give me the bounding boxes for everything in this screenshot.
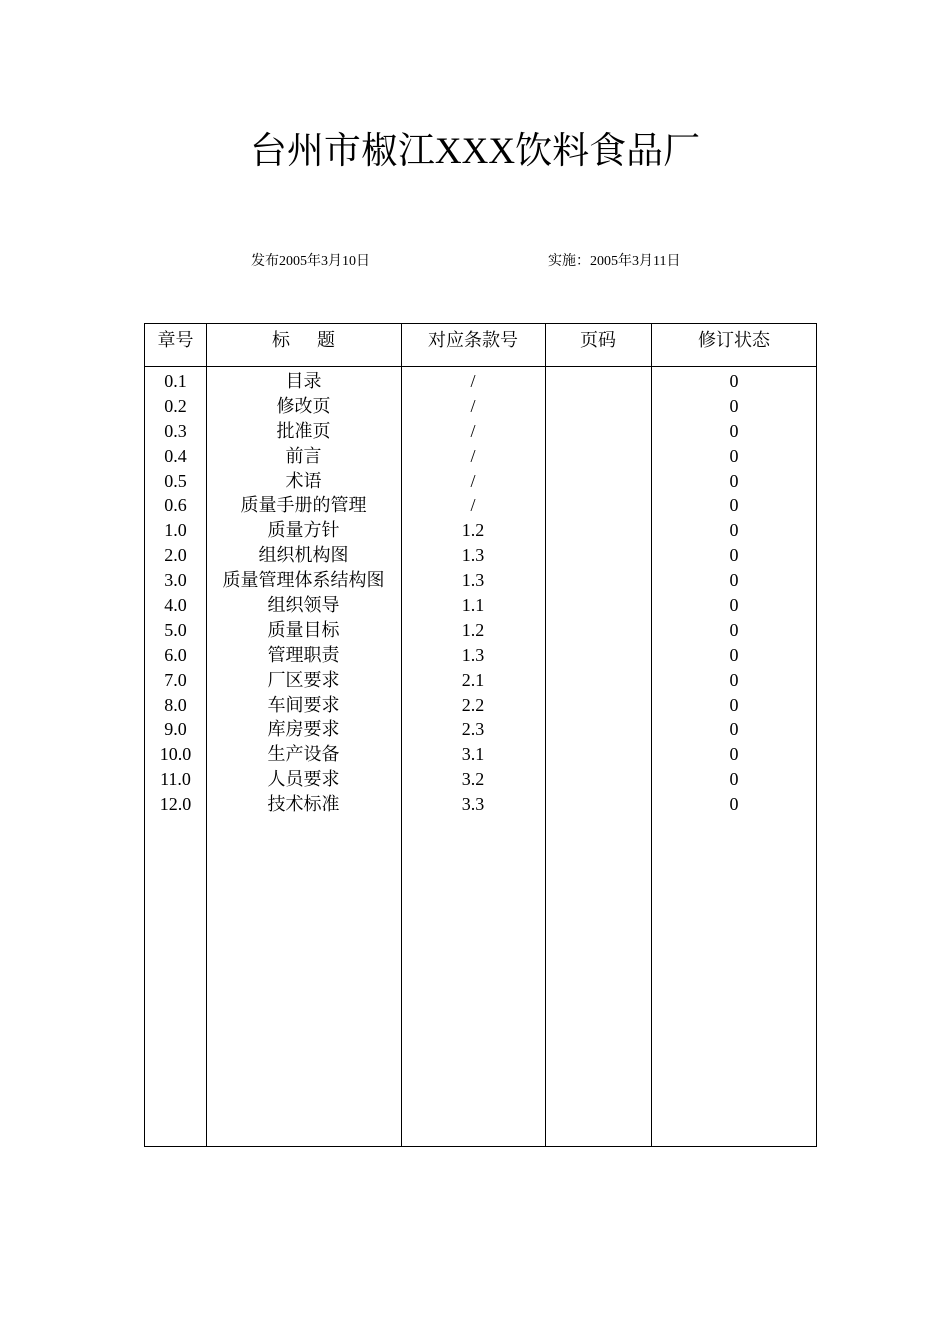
chapter-title: 管理职责 xyxy=(267,644,340,665)
table-row xyxy=(145,742,816,767)
revision-status: 0 xyxy=(729,420,739,441)
chapter-title: 批准页 xyxy=(276,420,331,441)
page-number xyxy=(545,419,651,444)
chapter-number: 11.0 xyxy=(160,769,191,790)
chapter-title: 质量管理体系结构图 xyxy=(222,570,385,591)
revision-status: 0 xyxy=(729,495,739,516)
header-title: 标 题 xyxy=(272,330,335,350)
chapter-number: 12.0 xyxy=(159,794,192,815)
revision-status: 0 xyxy=(729,769,739,790)
chapter-title: 组织领导 xyxy=(267,595,340,616)
chapter-title: 车间要求 xyxy=(267,694,340,715)
revision-status: 0 xyxy=(729,395,739,416)
chapter-number: 5.0 xyxy=(164,619,187,640)
page-number xyxy=(545,593,651,618)
chapter-number: 9.0 xyxy=(164,719,187,740)
table-row xyxy=(145,643,816,668)
chapter-title: 组织机构图 xyxy=(258,545,349,566)
chapter-title: 质量手册的管理 xyxy=(240,495,367,516)
revision-status: 0 xyxy=(729,545,739,566)
chapter-number: 8.0 xyxy=(164,694,187,715)
page-number xyxy=(545,469,651,494)
revision-status: 0 xyxy=(729,595,739,616)
chapter-title: 人员要求 xyxy=(267,769,340,790)
table-row xyxy=(145,668,816,693)
page-number xyxy=(545,767,651,792)
revision-status: 0 xyxy=(729,619,739,640)
publish-date: 发布2005年3月10日 xyxy=(251,254,370,269)
clause-number: 1.3 xyxy=(461,545,485,566)
clause-number: 1.1 xyxy=(461,595,485,616)
page-number xyxy=(545,643,651,668)
clause-number: / xyxy=(470,420,476,441)
chapter-title: 质量目标 xyxy=(267,619,340,640)
chapter-number: 3.0 xyxy=(164,570,187,591)
clause-number: / xyxy=(470,495,476,516)
revision-status: 0 xyxy=(729,371,739,391)
chapter-title: 厂区要求 xyxy=(267,669,340,690)
clause-number: 2.1 xyxy=(461,669,485,690)
clause-number: 3.3 xyxy=(461,794,485,815)
page-number xyxy=(545,369,651,394)
header-divider xyxy=(145,366,816,367)
revision-status: 0 xyxy=(729,470,739,491)
chapter-number: 7.0 xyxy=(164,669,187,690)
chapter-number: 0.4 xyxy=(164,445,187,466)
clause-number: 3.1 xyxy=(461,744,485,765)
table-row xyxy=(145,593,816,618)
chapter-number: 0.5 xyxy=(164,470,187,491)
chapter-number: 2.0 xyxy=(164,545,187,566)
table-row xyxy=(145,693,816,718)
table-row xyxy=(145,444,816,469)
revision-status: 0 xyxy=(729,520,739,541)
revision-status: 0 xyxy=(729,744,739,765)
page-number xyxy=(545,394,651,419)
clause-number: 3.2 xyxy=(461,769,485,790)
revision-status: 0 xyxy=(729,570,739,591)
page-number xyxy=(545,568,651,593)
clause-number: 2.3 xyxy=(461,719,485,740)
clause-number: / xyxy=(470,371,476,391)
table-row xyxy=(145,493,816,518)
page-number xyxy=(545,717,651,742)
table-row xyxy=(145,419,816,444)
chapter-number: 10.0 xyxy=(159,744,192,765)
chapter-number: 0.3 xyxy=(164,420,187,441)
page-number xyxy=(545,792,651,817)
page-number xyxy=(545,742,651,767)
chapter-number: 4.0 xyxy=(164,595,187,616)
table-row xyxy=(145,469,816,494)
table-row xyxy=(145,618,816,643)
clause-number: / xyxy=(470,445,476,466)
page-number xyxy=(545,618,651,643)
clause-number: / xyxy=(470,395,476,416)
chapter-number: 0.6 xyxy=(164,495,187,516)
document-title: 台州市椒江XXX饮料食品厂 xyxy=(249,131,701,172)
revision-status: 0 xyxy=(729,644,739,665)
table-row xyxy=(145,717,816,742)
page-number xyxy=(545,693,651,718)
chapter-title: 目录 xyxy=(285,371,322,391)
table-body xyxy=(145,369,816,817)
chapter-title: 术语 xyxy=(285,470,322,491)
chapter-title: 前言 xyxy=(285,445,322,466)
table-row xyxy=(145,518,816,543)
chapter-number: 6.0 xyxy=(164,644,187,665)
table-row xyxy=(145,369,816,394)
revision-status: 0 xyxy=(729,445,739,466)
chapter-number: 1.0 xyxy=(164,520,187,541)
clause-number: 2.2 xyxy=(461,694,485,715)
chapter-title: 库房要求 xyxy=(267,719,340,740)
implement-date: 实施：2005年3月11日 xyxy=(548,254,681,269)
clause-number: 1.2 xyxy=(461,520,485,541)
header-clause: 对应条款号 xyxy=(428,330,518,350)
chapter-title: 质量方针 xyxy=(267,520,340,541)
clause-number: 1.3 xyxy=(461,644,485,665)
page-number xyxy=(545,668,651,693)
chapter-title: 技术标准 xyxy=(267,794,340,815)
table-row xyxy=(145,792,816,817)
page-number xyxy=(545,518,651,543)
clause-number: / xyxy=(470,470,476,491)
chapter-title: 修改页 xyxy=(276,395,331,416)
contents-table xyxy=(144,323,817,1147)
clause-number: 1.3 xyxy=(461,570,485,591)
table-row xyxy=(145,394,816,419)
header-revision: 修订状态 xyxy=(698,330,770,350)
header-page: 页码 xyxy=(580,330,616,350)
chapter-title: 生产设备 xyxy=(267,744,340,765)
table-row xyxy=(145,767,816,792)
revision-status: 0 xyxy=(729,794,739,815)
clause-number: 1.2 xyxy=(461,619,485,640)
revision-status: 0 xyxy=(729,669,739,690)
header-chapter: 章号 xyxy=(157,330,194,350)
table-row xyxy=(145,543,816,568)
table-row xyxy=(145,568,816,593)
revision-status: 0 xyxy=(729,719,739,740)
page-number xyxy=(545,493,651,518)
chapter-number: 0.1 xyxy=(164,371,187,391)
revision-status: 0 xyxy=(729,694,739,715)
page-number xyxy=(545,543,651,568)
page-number xyxy=(545,444,651,469)
chapter-number: 0.2 xyxy=(164,395,187,416)
